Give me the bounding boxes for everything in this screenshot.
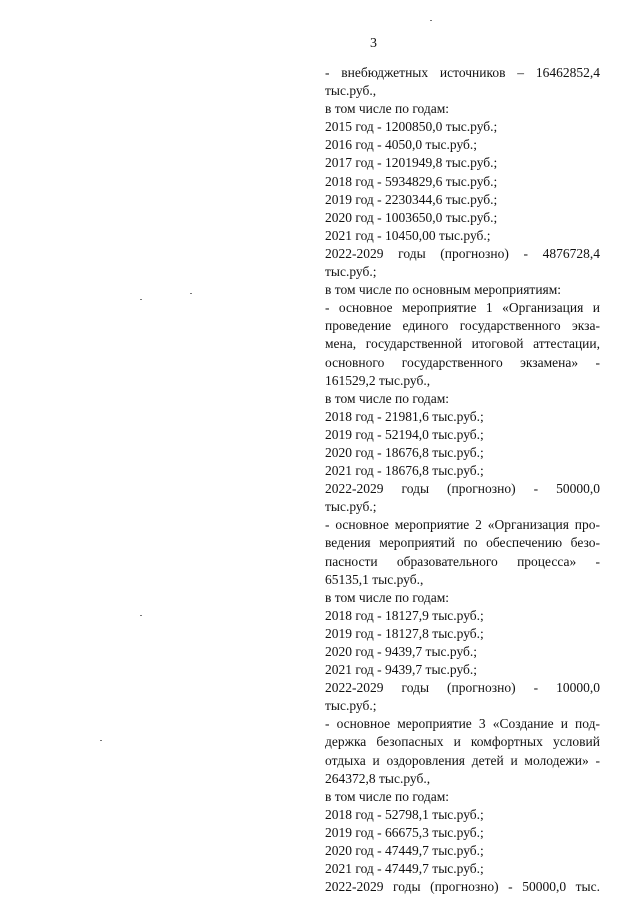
- text-line: 264372,8 тыс.руб.,: [325, 770, 431, 786]
- text-line: 2018 год - 52798,1 тыс.руб.;: [325, 806, 484, 822]
- text-line: 2020 год - 1003650,0 тыс.руб.;: [325, 209, 498, 225]
- text-line: тыс.руб.;: [325, 499, 377, 515]
- scan-speck: [140, 299, 142, 300]
- text-line: 2022-2029 годы (прогнозно) - 50000,0: [325, 481, 600, 497]
- text-line: тыс.руб.;: [325, 698, 377, 714]
- scan-speck: [140, 615, 142, 616]
- text-line: 2019 год - 66675,3 тыс.руб.;: [325, 824, 484, 840]
- page-number: 3: [370, 36, 377, 51]
- text-line: 2021 год - 18676,8 тыс.руб.;: [325, 463, 484, 479]
- scan-speck: [430, 20, 432, 21]
- text-line: 2019 год - 18127,8 тыс.руб.;: [325, 625, 484, 641]
- text-line: 2015 год - 1200850,0 тыс.руб.;: [325, 119, 498, 135]
- text-line: в том числе по годам:: [325, 101, 450, 117]
- text-line: 2016 год - 4050,0 тыс.руб.;: [325, 137, 478, 153]
- text-line: 2021 год - 9439,7 тыс.руб.;: [325, 662, 478, 678]
- text-line: - основное мероприятие 2 «Организация про-: [325, 517, 600, 533]
- text-line: 2019 год - 52194,0 тыс.руб.;: [325, 426, 484, 442]
- text-line: 2022-2029 годы (прогнозно) - 4876728,4: [325, 245, 600, 261]
- text-line: - внебюджетных источников – 16462852,4: [325, 65, 600, 80]
- scan-speck: [190, 293, 192, 294]
- text-line: 2019 год - 2230344,6 тыс.руб.;: [325, 191, 498, 207]
- text-line: проведение единого государственного экза-: [325, 318, 600, 334]
- scan-speck: [100, 740, 102, 741]
- text-line: в том числе по годам:: [325, 788, 450, 804]
- text-line: в том числе по годам:: [325, 390, 450, 406]
- text-line: тыс.руб.;: [325, 264, 377, 280]
- text-line: - основное мероприятие 3 «Создание и под-: [325, 716, 600, 732]
- text-line: тыс.руб.,: [325, 83, 377, 99]
- text-line: 2021 год - 10450,00 тыс.руб.;: [325, 227, 491, 243]
- text-line: основного государственного экзамена» -: [325, 354, 600, 370]
- text-line: 2021 год - 47449,7 тыс.руб.;: [325, 861, 484, 877]
- text-line: ведения мероприятий по обеспечению безо-: [325, 535, 600, 551]
- text-line: отдыха и оздоровления детей и молодежи» -: [325, 752, 600, 768]
- text-line: 161529,2 тыс.руб.,: [325, 372, 431, 388]
- text-line: 2020 год - 47449,7 тыс.руб.;: [325, 843, 484, 859]
- text-line: 2020 год - 9439,7 тыс.руб.;: [325, 644, 478, 659]
- text-line: держка безопасных и комфортных условий: [325, 734, 600, 750]
- text-line: 65135,1 тыс.руб.,: [325, 571, 424, 587]
- text-line: 2018 год - 18127,9 тыс.руб.;: [325, 607, 484, 623]
- text-line: 2017 год - 1201949,8 тыс.руб.;: [325, 155, 498, 171]
- text-column: [325, 64, 600, 896]
- text-line: в том числе по годам:: [325, 589, 450, 605]
- text-line: 2018 год - 21981,6 тыс.руб.;: [325, 408, 484, 424]
- text-line: 2022-2029 годы (прогнозно) - 10000,0: [325, 680, 600, 696]
- text-line: мена, государственной итоговой аттестации,: [325, 336, 600, 352]
- text-line: 2018 год - 5934829,6 тыс.руб.;: [325, 173, 498, 189]
- text-line: - основное мероприятие 1 «Организация и: [325, 300, 600, 316]
- text-line: в том числе по основным мероприятиям:: [325, 282, 562, 298]
- text-line: 2022-2029 годы (прогнозно) - 50000,0 тыс.: [325, 879, 600, 895]
- text-line: 2020 год - 18676,8 тыс.руб.;: [325, 444, 484, 460]
- text-line: пасности образовательного процесса» -: [325, 553, 600, 569]
